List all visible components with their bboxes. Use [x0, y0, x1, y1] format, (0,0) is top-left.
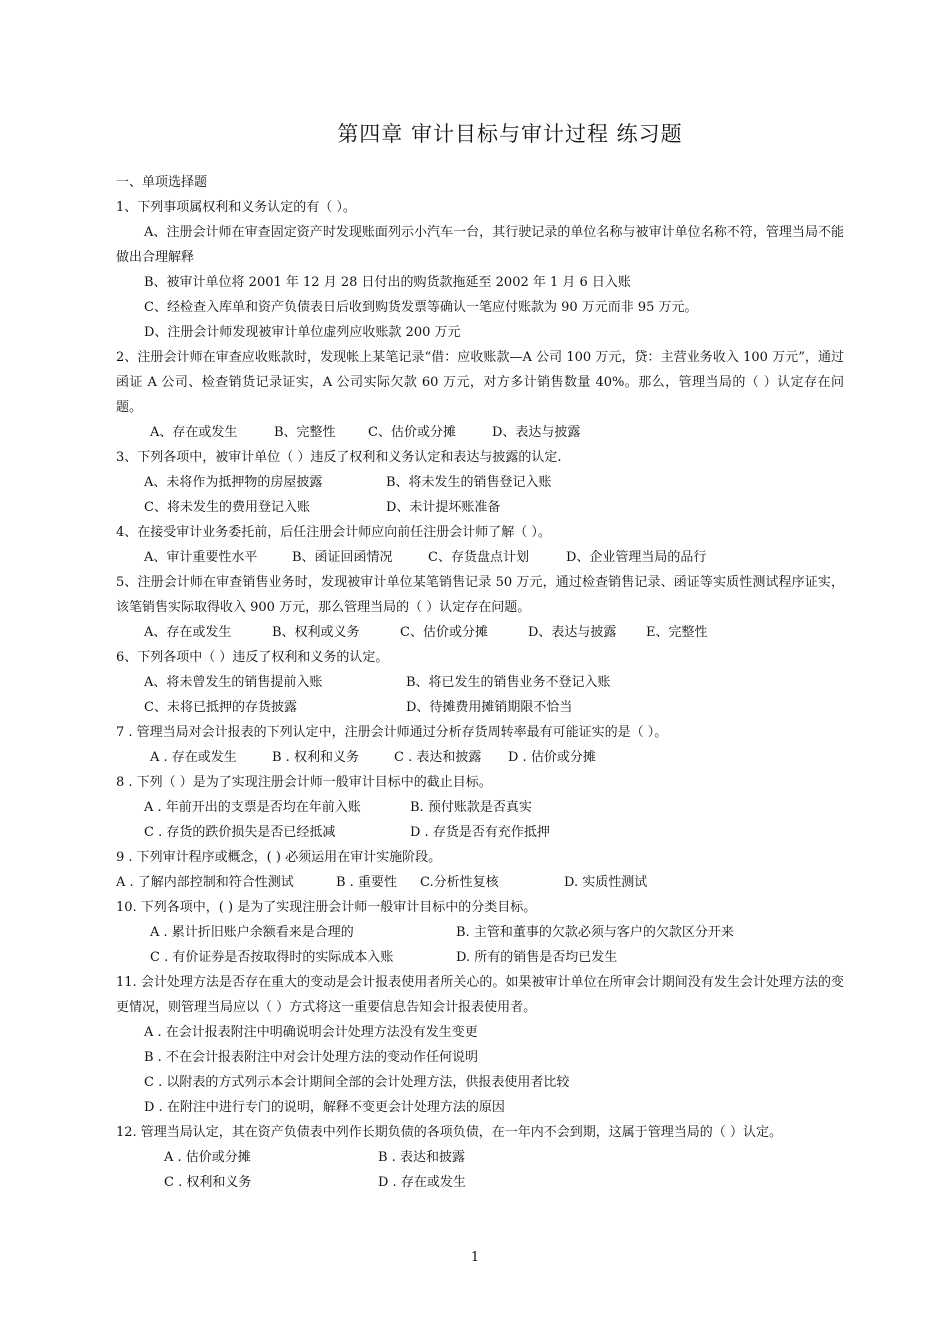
question-10-option-d: D. 所有的销售是否均已发生 — [456, 950, 618, 965]
question-3-option-b: B、将未发生的销售登记入账 — [386, 475, 552, 490]
question-5-option-c: C、估价或分摊 — [400, 625, 488, 640]
question-4-option-c: C、存货盘点计划 — [428, 550, 529, 565]
question-5-option-e: E、完整性 — [646, 625, 708, 640]
question-9-options — [116, 870, 844, 895]
question-8-row-2 — [116, 820, 844, 845]
question-9-option-c: C.分析性复核 — [420, 875, 499, 890]
question-2-stem: 2、注册会计师在审查应收账款时，发现帐上某笔记录“借：应收账款—A 公司 100 万元，贷：主营业务收入 100 万元”，通过函证 A 公司、检查销货记录证实，A 公司实际欠款 60 万元，对方多计销售数量 40%。那么，管理当局的（ ）认定存在问题。 — [116, 350, 844, 415]
question-7-option-c: C . 表达和披露 — [394, 750, 482, 765]
question-10-row-2 — [116, 945, 844, 970]
question-5-stem: 5、注册会计师在审查销售业务时，发现被审计单位某笔销售记录 50 万元，通过检查销售记录、函证等实质性测试程序证实，该笔销售实际取得收入 900 万元，那么管理当局的（ ）认定存在问题。 — [116, 575, 844, 615]
question-11-option-c: C . 以附表的方式列示本会计期间全部的会计处理方法，供报表使用者比较 — [144, 1075, 570, 1090]
question-3-row-1 — [116, 470, 844, 495]
question-6-row-1 — [116, 670, 844, 695]
question-3-stem: 3、下列各项中，被审计单位（ ）违反了权利和义务认定和表达与披露的认定. — [116, 450, 562, 465]
question-5-option-d: D、表达与披露 — [528, 625, 617, 640]
question-9-option-d: D. 实质性测试 — [564, 875, 648, 890]
question-8-option-d: D . 存货是否有充作抵押 — [410, 825, 550, 840]
question-8-option-b: B. 预付账款是否真实 — [410, 800, 532, 815]
question-12-option-d: D . 存在或发生 — [378, 1175, 466, 1190]
question-8-stem: 8 . 下列（ ）是为了实现注册会计师一般审计目标中的截止目标。 — [116, 775, 492, 790]
question-12-row-1 — [116, 1145, 844, 1170]
question-10-stem: 10. 下列各项中，( ) 是为了实现注册会计师一般审计目标中的分类目标。 — [116, 900, 537, 915]
question-1-option-a: A、注册会计师在审查固定资产时发现账面列示小汽车一台，其行驶记录的单位名称与被审计单位名称不符，管理当局不能做出合理解释 — [116, 225, 844, 265]
question-4-stem: 4、在接受审计业务委托前，后任注册会计师应向前任注册会计师了解（ ）。 — [116, 525, 551, 540]
question-12-option-b: B . 表达和披露 — [378, 1150, 465, 1165]
question-7-options — [116, 745, 844, 770]
question-6-option-c: C、未将已抵押的存货披露 — [144, 700, 297, 715]
question-4-options — [116, 545, 844, 570]
question-10-option-a: A . 累计折旧账户余额看来是合理的 — [150, 925, 354, 940]
question-11-option-b: B . 不在会计报表附注中对会计处理方法的变动作任何说明 — [144, 1050, 478, 1065]
question-5-options — [116, 620, 844, 645]
question-9-option-a: A . 了解内部控制和符合性测试 — [116, 875, 294, 890]
section-heading: 一、单项选择题 — [116, 175, 208, 190]
question-5-option-b: B、权利或义务 — [272, 625, 360, 640]
question-11-option-d: D . 在附注中进行专门的说明，解释不变更会计处理方法的原因 — [144, 1100, 505, 1115]
question-10-row-1 — [116, 920, 844, 945]
question-6-stem: 6、下列各项中（ ）违反了权利和义务的认定。 — [116, 650, 389, 665]
question-12-option-c: C . 权利和义务 — [164, 1175, 252, 1190]
question-2-options — [116, 420, 844, 445]
question-9-option-b: B . 重要性 — [336, 875, 397, 890]
question-7-stem: 7 . 管理当局对会计报表的下列认定中，注册会计师通过分析存货周转率最有可能证实的是（ ）。 — [116, 725, 668, 740]
question-1-option-d: D、注册会计师发现被审计单位虚列应收账款 200 万元 — [144, 325, 461, 340]
question-6-option-d: D、待摊费用摊销期限不恰当 — [406, 700, 573, 715]
question-3-option-a: A、未将作为抵押物的房屋披露 — [144, 475, 323, 490]
question-10-option-c: C . 有价证券是否按取得时的实际成本入账 — [150, 950, 394, 965]
question-8-option-a: A . 年前开出的支票是否均在年前入账 — [144, 800, 361, 815]
question-6-option-a: A、将未曾发生的销售提前入账 — [144, 675, 323, 690]
question-7-option-d: D . 估价或分摊 — [508, 750, 596, 765]
question-6-option-b: B、将已发生的销售业务不登记入账 — [406, 675, 611, 690]
question-1-stem: 1、下列事项属权利和义务认定的有（ ）。 — [116, 200, 356, 215]
question-5-option-a: A、存在或发生 — [144, 625, 232, 640]
page-title: 第四章 审计目标与审计过程 练习题 — [337, 122, 683, 146]
exercise-content — [116, 170, 844, 1195]
question-12-option-a: A . 估价或分摊 — [164, 1150, 251, 1165]
question-11-stem: 11. 会计处理方法是否存在重大的变动是会计报表使用者所关心的。如果被审计单位在所审会计期间没有发生会计处理方法的变更情况，则管理当局应以（ ）方式将这一重要信息告知会计报表使用者。 — [116, 975, 844, 1015]
question-8-row-1 — [116, 795, 844, 820]
question-9-stem: 9 . 下列审计程序或概念，( ) 必须运用在审计实施阶段。 — [116, 850, 442, 865]
question-12-stem: 12. 管理当局认定，其在资产负债表中列作长期负债的各项负债，在一年内不会到期，这属于管理当局的（ ）认定。 — [116, 1125, 782, 1140]
question-11-option-a: A . 在会计报表附注中明确说明会计处理方法没有发生变更 — [144, 1025, 478, 1040]
question-1-option-b: B、被审计单位将 2001 年 12 月 28 日付出的购货款拖延至 2002 年 1 月 6 日入账 — [144, 275, 631, 290]
question-12-row-2 — [116, 1170, 844, 1195]
question-7-option-b: B . 权利和义务 — [272, 750, 359, 765]
question-4-option-a: A、审计重要性水平 — [144, 550, 258, 565]
question-2-option-a: A、存在或发生 — [150, 425, 238, 440]
question-3-row-2 — [116, 495, 844, 520]
page-number: 1 — [470, 1250, 480, 1265]
question-3-option-c: C、将未发生的费用登记入账 — [144, 500, 310, 515]
question-4-option-d: D、企业管理当局的品行 — [566, 550, 707, 565]
question-6-row-2 — [116, 695, 844, 720]
question-8-option-c: C . 存货的跌价损失是否已经抵减 — [144, 825, 336, 840]
question-2-option-b: B、完整性 — [274, 425, 336, 440]
question-1-option-c: C、经检查入库单和资产负债表日后收到购货发票等确认一笔应付账款为 90 万元而非 95 万元。 — [144, 300, 698, 315]
question-2-option-c: C、估价或分摊 — [368, 425, 456, 440]
question-2-option-d: D、表达与披露 — [492, 425, 581, 440]
question-10-option-b: B. 主管和董事的欠款必须与客户的欠款区分开来 — [456, 925, 734, 940]
question-7-option-a: A . 存在或发生 — [150, 750, 237, 765]
question-3-option-d: D、未计提坏账准备 — [386, 500, 501, 515]
question-4-option-b: B、函证回函情况 — [292, 550, 393, 565]
